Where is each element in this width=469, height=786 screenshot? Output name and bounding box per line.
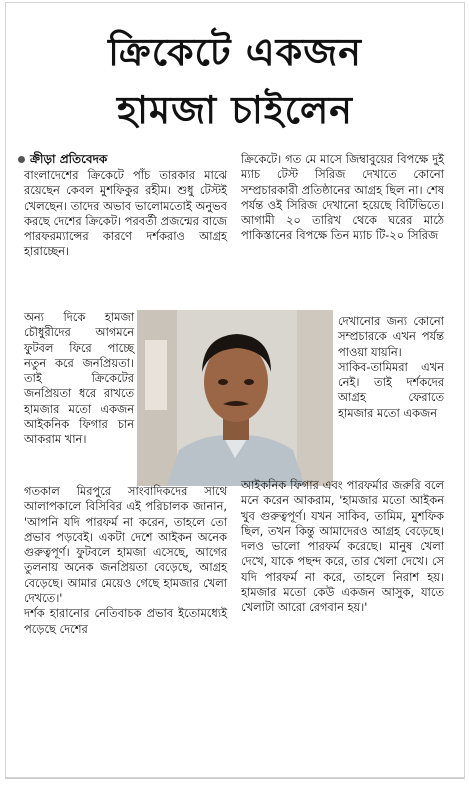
- paragraph: সাকিব-তামিমরা এখন নেই। তাই দর্শকদের আগ্রহ ফেরাতে হামজার মতো একজন: [338, 359, 444, 420]
- headline-line-2: হামজা চাইলেন: [117, 88, 353, 132]
- bottom-rule: [5, 778, 465, 779]
- portrait-photo: [137, 310, 333, 486]
- column-1-bottom: [24, 484, 227, 637]
- column-2-top: [241, 152, 444, 244]
- paragraph: অন্য দিকে হামজা চৌধুরীদের আগমনে ফুটবল ফিরে পাচ্ছে নতুন করে জনপ্রিয়তা। তাই ক্রিকেটের জনপ্রিয়তা ধরে রাখতে হামজার মতো একজন আইকনিক ফিগার চান আকরাম খান।: [24, 310, 134, 447]
- column-1-top: [24, 168, 227, 260]
- paragraph: দেখানোর জন্য কোনো সম্প্রচারকে এখন পর্যন্ত পাওয়া যায়নি।: [338, 314, 444, 359]
- paragraph: গতকাল মিরপুরে সাংবাদিকদের সাথে আলাপকালে বিসিবির এই পরিচালক জানান, 'আপনি যদি পারফর্ম না করেন, তাহলে তো প্রভাব পড়বেই। একটা দেশে আইকন অনেক গুরুত্বপূর্ণ। ফুটবলে হামজা এসেছে, আগের তুলনায় অনেক জনপ্রিয়তা বেড়েছে, আগ্রহ বেড়েছে। আমার মেয়েও গেছে হামজার খেলা দেখতে।': [24, 484, 227, 606]
- column-2-bottom: [241, 478, 444, 616]
- headline-line-1: ক্রিকেটে একজন: [108, 30, 362, 74]
- byline-text: ক্রীড়া প্রতিবেদক: [30, 152, 108, 166]
- column-1-beside-photo: [24, 310, 134, 448]
- column-2-beside-photo: [338, 314, 444, 421]
- bullet-icon: [18, 156, 25, 163]
- portrait-photo-image: [137, 310, 333, 486]
- paragraph: দর্শক হারানোর নেতিবাচক প্রভাব ইতোমধ্যেই পড়েছে দেশের: [24, 606, 227, 636]
- paragraph: বাংলাদেশের ক্রিকেটে পাঁচ তারকার মাঝে রয়েছেন কেবল মুশফিকুর রহীম। শুধু টেস্টই খেলছেন। তাদের অভাব ভালোমতোই অনুভব করছে দেশের ক্রিকেট। পরবর্তী প্রজন্মের বাজে পারফরম্যান্সের কারণে দর্শকরাও আগ্রহ হারাচ্ছেন।: [24, 168, 227, 259]
- byline: [18, 152, 107, 166]
- paragraph: ক্রিকেটে। গত মে মাসে জিম্বাবুয়ের বিপক্ষে দুই ম্যাচ টেস্ট সিরিজ দেখাতে কোনো সম্প্রচারকারী প্রতিষ্ঠানের আগ্রহ ছিল না। শেষ পর্যন্ত ওই সিরিজ দেখানো হয়েছে বিটিভিতে। আগামী ২০ তারিখ থেকে ঘরের মাঠে পাকিস্তানের বিপক্ষে তিন ম্যাচ টি-২০ সিরিজ: [241, 152, 444, 243]
- paragraph: আইকনিক ফিগার এবং পারফর্মার জরুরি বলে মনে করেন আকরাম, 'হামজার মতো আইকন খুব গুরুত্বপূর্ণ। যখন সাকিব, তামিম, মুশফিক ছিল, তখন কিন্তু আমাদেরও আগ্রহ বেড়েছে। দলও ভালো পারফর্ম করেছে। মানুষ খেলা দেখে, যাকে পছন্দ করে, তার খেলা দেখে। সে যদি পারফর্ম না করে, তাহলে নিরাশ হয়। হামজার মতো কেউ একজন আসুক, যাতে খেলাটা আরো রেগবান হয়।': [241, 478, 444, 615]
